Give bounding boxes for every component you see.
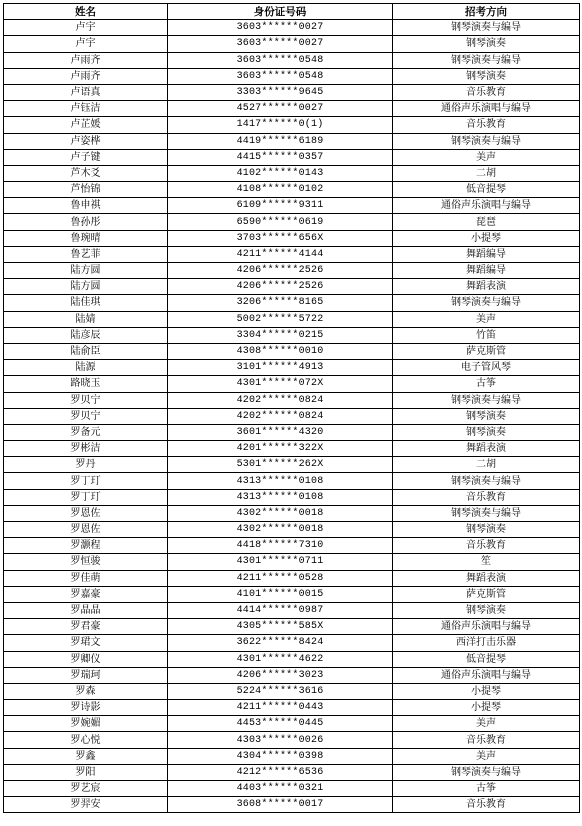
table-row <box>4 343 580 359</box>
cell-direction: 钢琴演奏与编导 <box>393 20 580 36</box>
cell-direction: 钢琴演奏与编导 <box>393 133 580 149</box>
cell-direction: 舞蹈编导 <box>393 263 580 279</box>
cell-direction: 琵琶 <box>393 214 580 230</box>
cell-name: 芦木爻 <box>4 165 168 181</box>
cell-id-number: 4303******0026 <box>168 732 393 748</box>
cell-id-number: 6590******0619 <box>168 214 393 230</box>
table-row <box>4 263 580 279</box>
cell-id-number: 3703******656X <box>168 230 393 246</box>
cell-name: 罗贝宁 <box>4 408 168 424</box>
cell-id-number: 4527******0027 <box>168 101 393 117</box>
table-row <box>4 279 580 295</box>
table-header-row <box>4 4 580 20</box>
cell-name: 芦怡锦 <box>4 182 168 198</box>
cell-name: 罗心悦 <box>4 732 168 748</box>
cell-name: 卢语真 <box>4 84 168 100</box>
cell-id-number: 3601******4320 <box>168 424 393 440</box>
cell-id-number: 4305******585X <box>168 619 393 635</box>
table-row <box>4 797 580 813</box>
cell-direction: 音乐教育 <box>393 797 580 813</box>
cell-id-number: 4403******0321 <box>168 781 393 797</box>
cell-id-number: 4302******0018 <box>168 505 393 521</box>
cell-id-number: 3303******9645 <box>168 84 393 100</box>
cell-id-number: 4108******0102 <box>168 182 393 198</box>
cell-direction: 通俗声乐演唱与编导 <box>393 198 580 214</box>
table-row <box>4 441 580 457</box>
column-header-direction: 招考方向 <box>393 4 580 20</box>
cell-name: 鲁孙彤 <box>4 214 168 230</box>
table-row <box>4 716 580 732</box>
cell-name: 罗瑞珂 <box>4 667 168 683</box>
cell-name: 陆方圆 <box>4 263 168 279</box>
cell-id-number: 3603******0548 <box>168 68 393 84</box>
table-row <box>4 392 580 408</box>
cell-name: 罗丁玎 <box>4 473 168 489</box>
table-row <box>4 764 580 780</box>
cell-direction: 低音提琴 <box>393 651 580 667</box>
cell-name: 罗珺文 <box>4 635 168 651</box>
cell-id-number: 4419******6189 <box>168 133 393 149</box>
cell-id-number: 3608******0017 <box>168 797 393 813</box>
cell-name: 鲁申祺 <box>4 198 168 214</box>
cell-id-number: 4211******4144 <box>168 246 393 262</box>
cell-name: 罗阳 <box>4 764 168 780</box>
cell-name: 罗婉媚 <box>4 716 168 732</box>
cell-direction: 钢琴演奏与编导 <box>393 473 580 489</box>
cell-direction: 音乐教育 <box>393 732 580 748</box>
cell-direction: 二胡 <box>393 457 580 473</box>
cell-direction: 美声 <box>393 716 580 732</box>
cell-direction: 钢琴演奏 <box>393 408 580 424</box>
table-row <box>4 68 580 84</box>
cell-direction: 钢琴演奏与编导 <box>393 764 580 780</box>
table-row <box>4 198 580 214</box>
table-row <box>4 295 580 311</box>
cell-name: 卢雨齐 <box>4 68 168 84</box>
table-row <box>4 651 580 667</box>
cell-direction: 音乐教育 <box>393 117 580 133</box>
cell-name: 鲁艺菲 <box>4 246 168 262</box>
cell-id-number: 4202******0824 <box>168 392 393 408</box>
table-row <box>4 424 580 440</box>
table-row <box>4 667 580 683</box>
table-row <box>4 489 580 505</box>
cell-id-number: 3206******8165 <box>168 295 393 311</box>
cell-name: 罗君豪 <box>4 619 168 635</box>
cell-id-number: 4453******0445 <box>168 716 393 732</box>
cell-direction: 舞蹈表演 <box>393 441 580 457</box>
table-row <box>4 84 580 100</box>
cell-id-number: 4302******0018 <box>168 522 393 538</box>
table-row <box>4 311 580 327</box>
table-row <box>4 781 580 797</box>
cell-name: 卢芷媛 <box>4 117 168 133</box>
cell-id-number: 3101******4913 <box>168 360 393 376</box>
table-row <box>4 214 580 230</box>
cell-id-number: 5002******5722 <box>168 311 393 327</box>
cell-name: 卢宇 <box>4 20 168 36</box>
cell-id-number: 4301******0711 <box>168 554 393 570</box>
cell-direction: 音乐教育 <box>393 489 580 505</box>
table-row <box>4 683 580 699</box>
cell-id-number: 1417******0(1) <box>168 117 393 133</box>
cell-id-number: 4418******7310 <box>168 538 393 554</box>
table-row <box>4 700 580 716</box>
cell-direction: 钢琴演奏与编导 <box>393 392 580 408</box>
cell-id-number: 4301******072X <box>168 376 393 392</box>
cell-direction: 钢琴演奏 <box>393 602 580 618</box>
cell-id-number: 5301******262X <box>168 457 393 473</box>
cell-name: 卢钰洁 <box>4 101 168 117</box>
table-row <box>4 246 580 262</box>
table-row <box>4 327 580 343</box>
table-row <box>4 182 580 198</box>
cell-direction: 小提琴 <box>393 683 580 699</box>
cell-name: 罗备元 <box>4 424 168 440</box>
cell-name: 罗鑫 <box>4 748 168 764</box>
column-header-name: 姓名 <box>4 4 168 20</box>
cell-name: 鲁琬晴 <box>4 230 168 246</box>
cell-direction: 美声 <box>393 311 580 327</box>
cell-id-number: 5224******3616 <box>168 683 393 699</box>
cell-name: 罗恩佐 <box>4 505 168 521</box>
cell-direction: 钢琴演奏 <box>393 36 580 52</box>
cell-direction: 钢琴演奏与编导 <box>393 505 580 521</box>
table-row <box>4 457 580 473</box>
cell-id-number: 4202******0824 <box>168 408 393 424</box>
table-row <box>4 36 580 52</box>
cell-direction: 古筝 <box>393 376 580 392</box>
cell-id-number: 4212******6536 <box>168 764 393 780</box>
cell-id-number: 4415******0357 <box>168 149 393 165</box>
cell-id-number: 4101******0015 <box>168 586 393 602</box>
cell-name: 罗丹 <box>4 457 168 473</box>
cell-name: 罗晶晶 <box>4 602 168 618</box>
cell-name: 罗羿安 <box>4 797 168 813</box>
cell-direction: 二胡 <box>393 165 580 181</box>
cell-direction: 通俗声乐演唱与编导 <box>393 619 580 635</box>
cell-id-number: 3622******8424 <box>168 635 393 651</box>
table-row <box>4 635 580 651</box>
candidate-table <box>3 3 580 813</box>
cell-id-number: 4211******0443 <box>168 700 393 716</box>
cell-name: 罗贝宁 <box>4 392 168 408</box>
cell-direction: 西洋打击乐器 <box>393 635 580 651</box>
cell-name: 陆婧 <box>4 311 168 327</box>
cell-name: 罗佳萌 <box>4 570 168 586</box>
cell-direction: 美声 <box>393 149 580 165</box>
cell-direction: 钢琴演奏 <box>393 522 580 538</box>
table-row <box>4 732 580 748</box>
table-row <box>4 52 580 68</box>
table-row <box>4 117 580 133</box>
cell-id-number: 3603******0027 <box>168 36 393 52</box>
cell-direction: 钢琴演奏 <box>393 424 580 440</box>
table-row <box>4 376 580 392</box>
cell-name: 罗恩佐 <box>4 522 168 538</box>
cell-direction: 钢琴演奏 <box>393 68 580 84</box>
cell-id-number: 4102******0143 <box>168 165 393 181</box>
cell-id-number: 4414******0987 <box>168 602 393 618</box>
candidate-table-container <box>3 3 580 813</box>
table-row <box>4 20 580 36</box>
table-row <box>4 538 580 554</box>
cell-name: 卢雨齐 <box>4 52 168 68</box>
cell-direction: 竹笛 <box>393 327 580 343</box>
table-body <box>4 20 580 813</box>
cell-name: 罗丁玎 <box>4 489 168 505</box>
cell-direction: 电子管风琴 <box>393 360 580 376</box>
cell-name: 罗嘉豪 <box>4 586 168 602</box>
cell-id-number: 4206******2526 <box>168 263 393 279</box>
cell-name: 罗灏程 <box>4 538 168 554</box>
cell-direction: 萨克斯管 <box>393 343 580 359</box>
table-row <box>4 149 580 165</box>
column-header-id-number: 身份证号码 <box>168 4 393 20</box>
table-row <box>4 101 580 117</box>
cell-direction: 低音提琴 <box>393 182 580 198</box>
cell-name: 罗卿仪 <box>4 651 168 667</box>
table-row <box>4 748 580 764</box>
cell-name: 路晓玉 <box>4 376 168 392</box>
cell-name: 陆佳琪 <box>4 295 168 311</box>
cell-direction: 小提琴 <box>393 700 580 716</box>
table-row <box>4 570 580 586</box>
table-row <box>4 586 580 602</box>
cell-id-number: 4308******0010 <box>168 343 393 359</box>
cell-direction: 音乐教育 <box>393 538 580 554</box>
cell-name: 罗恒骏 <box>4 554 168 570</box>
table-row <box>4 522 580 538</box>
cell-direction: 音乐教育 <box>393 84 580 100</box>
cell-direction: 舞蹈编导 <box>393 246 580 262</box>
cell-id-number: 3603******0548 <box>168 52 393 68</box>
cell-direction: 通俗声乐演唱与编导 <box>393 101 580 117</box>
cell-id-number: 4206******3023 <box>168 667 393 683</box>
cell-direction: 通俗声乐演唱与编导 <box>393 667 580 683</box>
cell-direction: 钢琴演奏与编导 <box>393 295 580 311</box>
cell-name: 陆俞臣 <box>4 343 168 359</box>
table-row <box>4 554 580 570</box>
cell-direction: 舞蹈表演 <box>393 570 580 586</box>
table-row <box>4 165 580 181</box>
cell-id-number: 4313******0108 <box>168 473 393 489</box>
cell-name: 罗彬洁 <box>4 441 168 457</box>
cell-name: 卢姿桦 <box>4 133 168 149</box>
cell-name: 罗森 <box>4 683 168 699</box>
cell-direction: 美声 <box>393 748 580 764</box>
table-row <box>4 505 580 521</box>
table-row <box>4 602 580 618</box>
cell-name: 陆方圆 <box>4 279 168 295</box>
cell-id-number: 4301******4622 <box>168 651 393 667</box>
cell-id-number: 4313******0108 <box>168 489 393 505</box>
cell-name: 罗艺宸 <box>4 781 168 797</box>
cell-id-number: 3304******0215 <box>168 327 393 343</box>
cell-id-number: 4211******0528 <box>168 570 393 586</box>
cell-name: 罗诗影 <box>4 700 168 716</box>
cell-id-number: 3603******0027 <box>168 20 393 36</box>
table-row <box>4 360 580 376</box>
table-row <box>4 133 580 149</box>
cell-direction: 古筝 <box>393 781 580 797</box>
cell-id-number: 6109******9311 <box>168 198 393 214</box>
cell-id-number: 4304******0398 <box>168 748 393 764</box>
cell-name: 卢子键 <box>4 149 168 165</box>
table-row <box>4 619 580 635</box>
cell-direction: 小提琴 <box>393 230 580 246</box>
table-row <box>4 473 580 489</box>
cell-name: 卢宇 <box>4 36 168 52</box>
cell-id-number: 4206******2526 <box>168 279 393 295</box>
cell-direction: 舞蹈表演 <box>393 279 580 295</box>
cell-name: 陆源 <box>4 360 168 376</box>
cell-direction: 钢琴演奏与编导 <box>393 52 580 68</box>
cell-direction: 萨克斯管 <box>393 586 580 602</box>
table-row <box>4 230 580 246</box>
cell-direction: 笙 <box>393 554 580 570</box>
cell-name: 陆彦辰 <box>4 327 168 343</box>
cell-id-number: 4201******322X <box>168 441 393 457</box>
table-row <box>4 408 580 424</box>
